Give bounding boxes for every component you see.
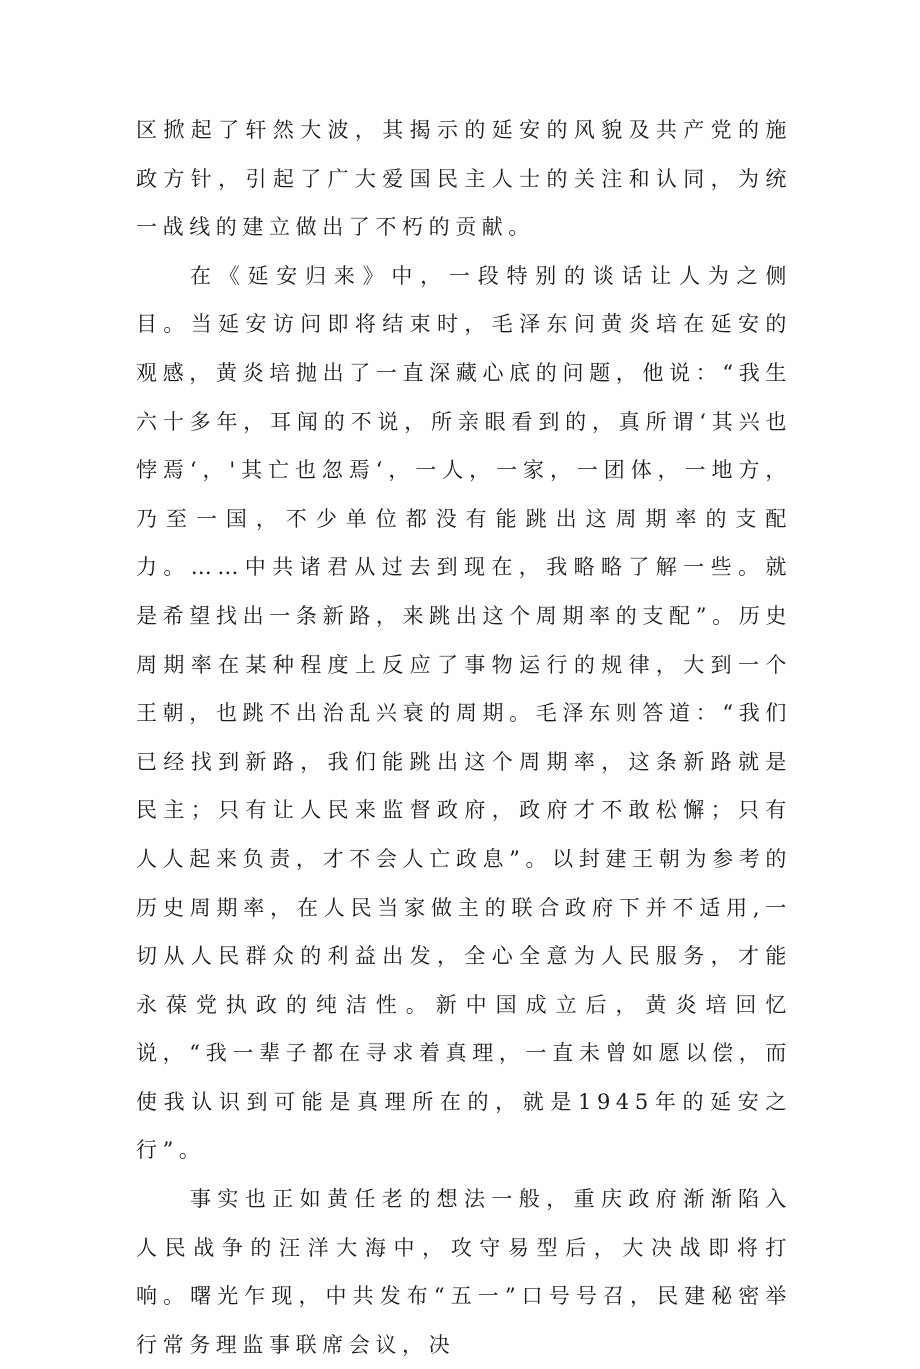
- paragraph-2: [136, 252, 792, 1175]
- paragraph-text: 事实也正如黄任老的想法一般，重庆政府渐渐陷入人民战争的汪洋大海中，攻守易型后，大决战即将打响。曙光乍现，中共发布“五一”口号号召，民建秘密举行常务理监事联席会议，决: [136, 1187, 792, 1357]
- paragraph-text: 区掀起了轩然大波，其揭示的延安的风貌及共产党的施政方针，引起了广大爱国民主人士的关注和认同，为统一战线的建立做出了不朽的贡献。: [136, 118, 792, 240]
- document-body: [136, 106, 792, 1369]
- paragraph-1: [136, 106, 792, 252]
- paragraph-3: [136, 1175, 792, 1369]
- paragraph-text: 在《延安归来》中，一段特别的谈话让人为之侧目。当延安访问即将结束时，毛泽东问黄炎培在延安的观感，黄炎培抛出了一直深藏心底的问题，他说：“我生六十多年，耳闻的不说，所亲眼看到的，真所谓‘其兴也悖焉‘，'其亡也忽焉‘，一人，一家，一团体，一地方，乃至一国，不少单位都没有能跳出这周期率的支配力。……中共诸君从过去到现在，我略略了解一些。就是希望找出一条新路，来跳出这个周期率的支配”。历史周期率在某种程度上反应了事物运行的规律，大到一个王朝，也跳不出治乱兴衰的周期。毛泽东则答道：“我们已经找到新路，我们能跳出这个周期率，这条新路就是民主；只有让人民来监督政府，政府才不敢松懈；只有人人起来负责，才不会人亡政息”。以封建王朝为参考的历史周期率，在人民当家做主的联合政府下并不适用,一切从人民群众的利益出发，全心全意为人民服务，才能永葆党执政的纯洁性。新中国成立后，黄炎培回忆说，“我一辈子都在寻求着真理，一直未曾如愿以偿，而使我认识到可能是真理所在的，就是1945年的延安之行”。: [136, 263, 792, 1163]
